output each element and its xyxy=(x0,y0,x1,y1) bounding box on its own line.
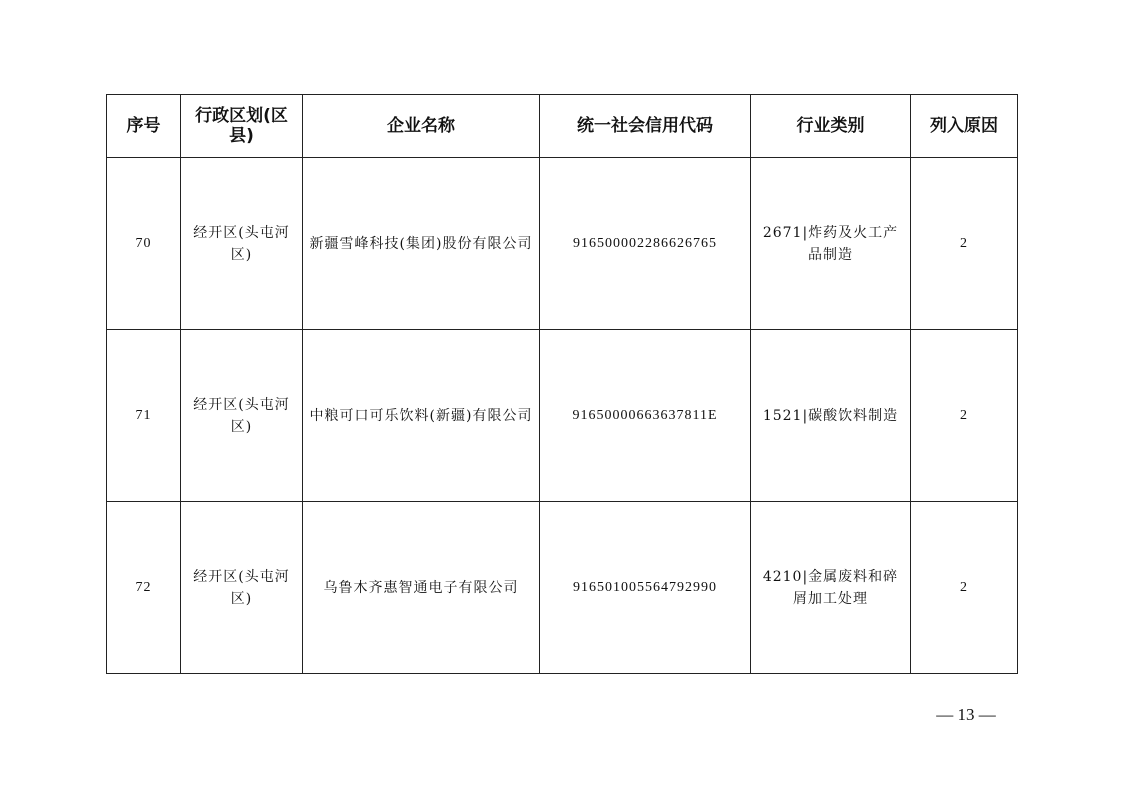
cell-credit-code: 916501005564792990 xyxy=(540,502,751,674)
table-row xyxy=(107,158,1018,330)
cell-credit-code: 91650000663637811E xyxy=(540,330,751,502)
cell-industry: 1521|碳酸饮料制造 xyxy=(751,330,911,502)
header-reason: 列入原因 xyxy=(911,95,1018,158)
page-number: — 13 — xyxy=(936,705,996,724)
header-industry: 行业类别 xyxy=(751,95,911,158)
header-credit-code: 统一社会信用代码 xyxy=(540,95,751,158)
cell-reason: 2 xyxy=(911,158,1018,330)
table-row xyxy=(107,330,1018,502)
cell-industry: 2671|炸药及火工产品制造 xyxy=(751,158,911,330)
cell-reason: 2 xyxy=(911,330,1018,502)
cell-district: 经开区(头屯河区) xyxy=(181,330,303,502)
cell-district: 经开区(头屯河区) xyxy=(181,502,303,674)
header-company: 企业名称 xyxy=(303,95,540,158)
header-index: 序号 xyxy=(107,95,181,158)
enterprise-table xyxy=(106,94,1018,674)
cell-company: 中粮可口可乐饮料(新疆)有限公司 xyxy=(303,330,540,502)
cell-company: 乌鲁木齐惠智通电子有限公司 xyxy=(303,502,540,674)
cell-index: 71 xyxy=(107,330,181,502)
cell-district: 经开区(头屯河区) xyxy=(181,158,303,330)
table-row xyxy=(107,502,1018,674)
table-header-row xyxy=(107,95,1018,158)
cell-index: 72 xyxy=(107,502,181,674)
cell-industry: 4210|金属废料和碎屑加工处理 xyxy=(751,502,911,674)
cell-index: 70 xyxy=(107,158,181,330)
header-district: 行政区划(区县) xyxy=(181,95,303,158)
cell-company: 新疆雪峰科技(集团)股份有限公司 xyxy=(303,158,540,330)
cell-credit-code: 916500002286626765 xyxy=(540,158,751,330)
cell-reason: 2 xyxy=(911,502,1018,674)
